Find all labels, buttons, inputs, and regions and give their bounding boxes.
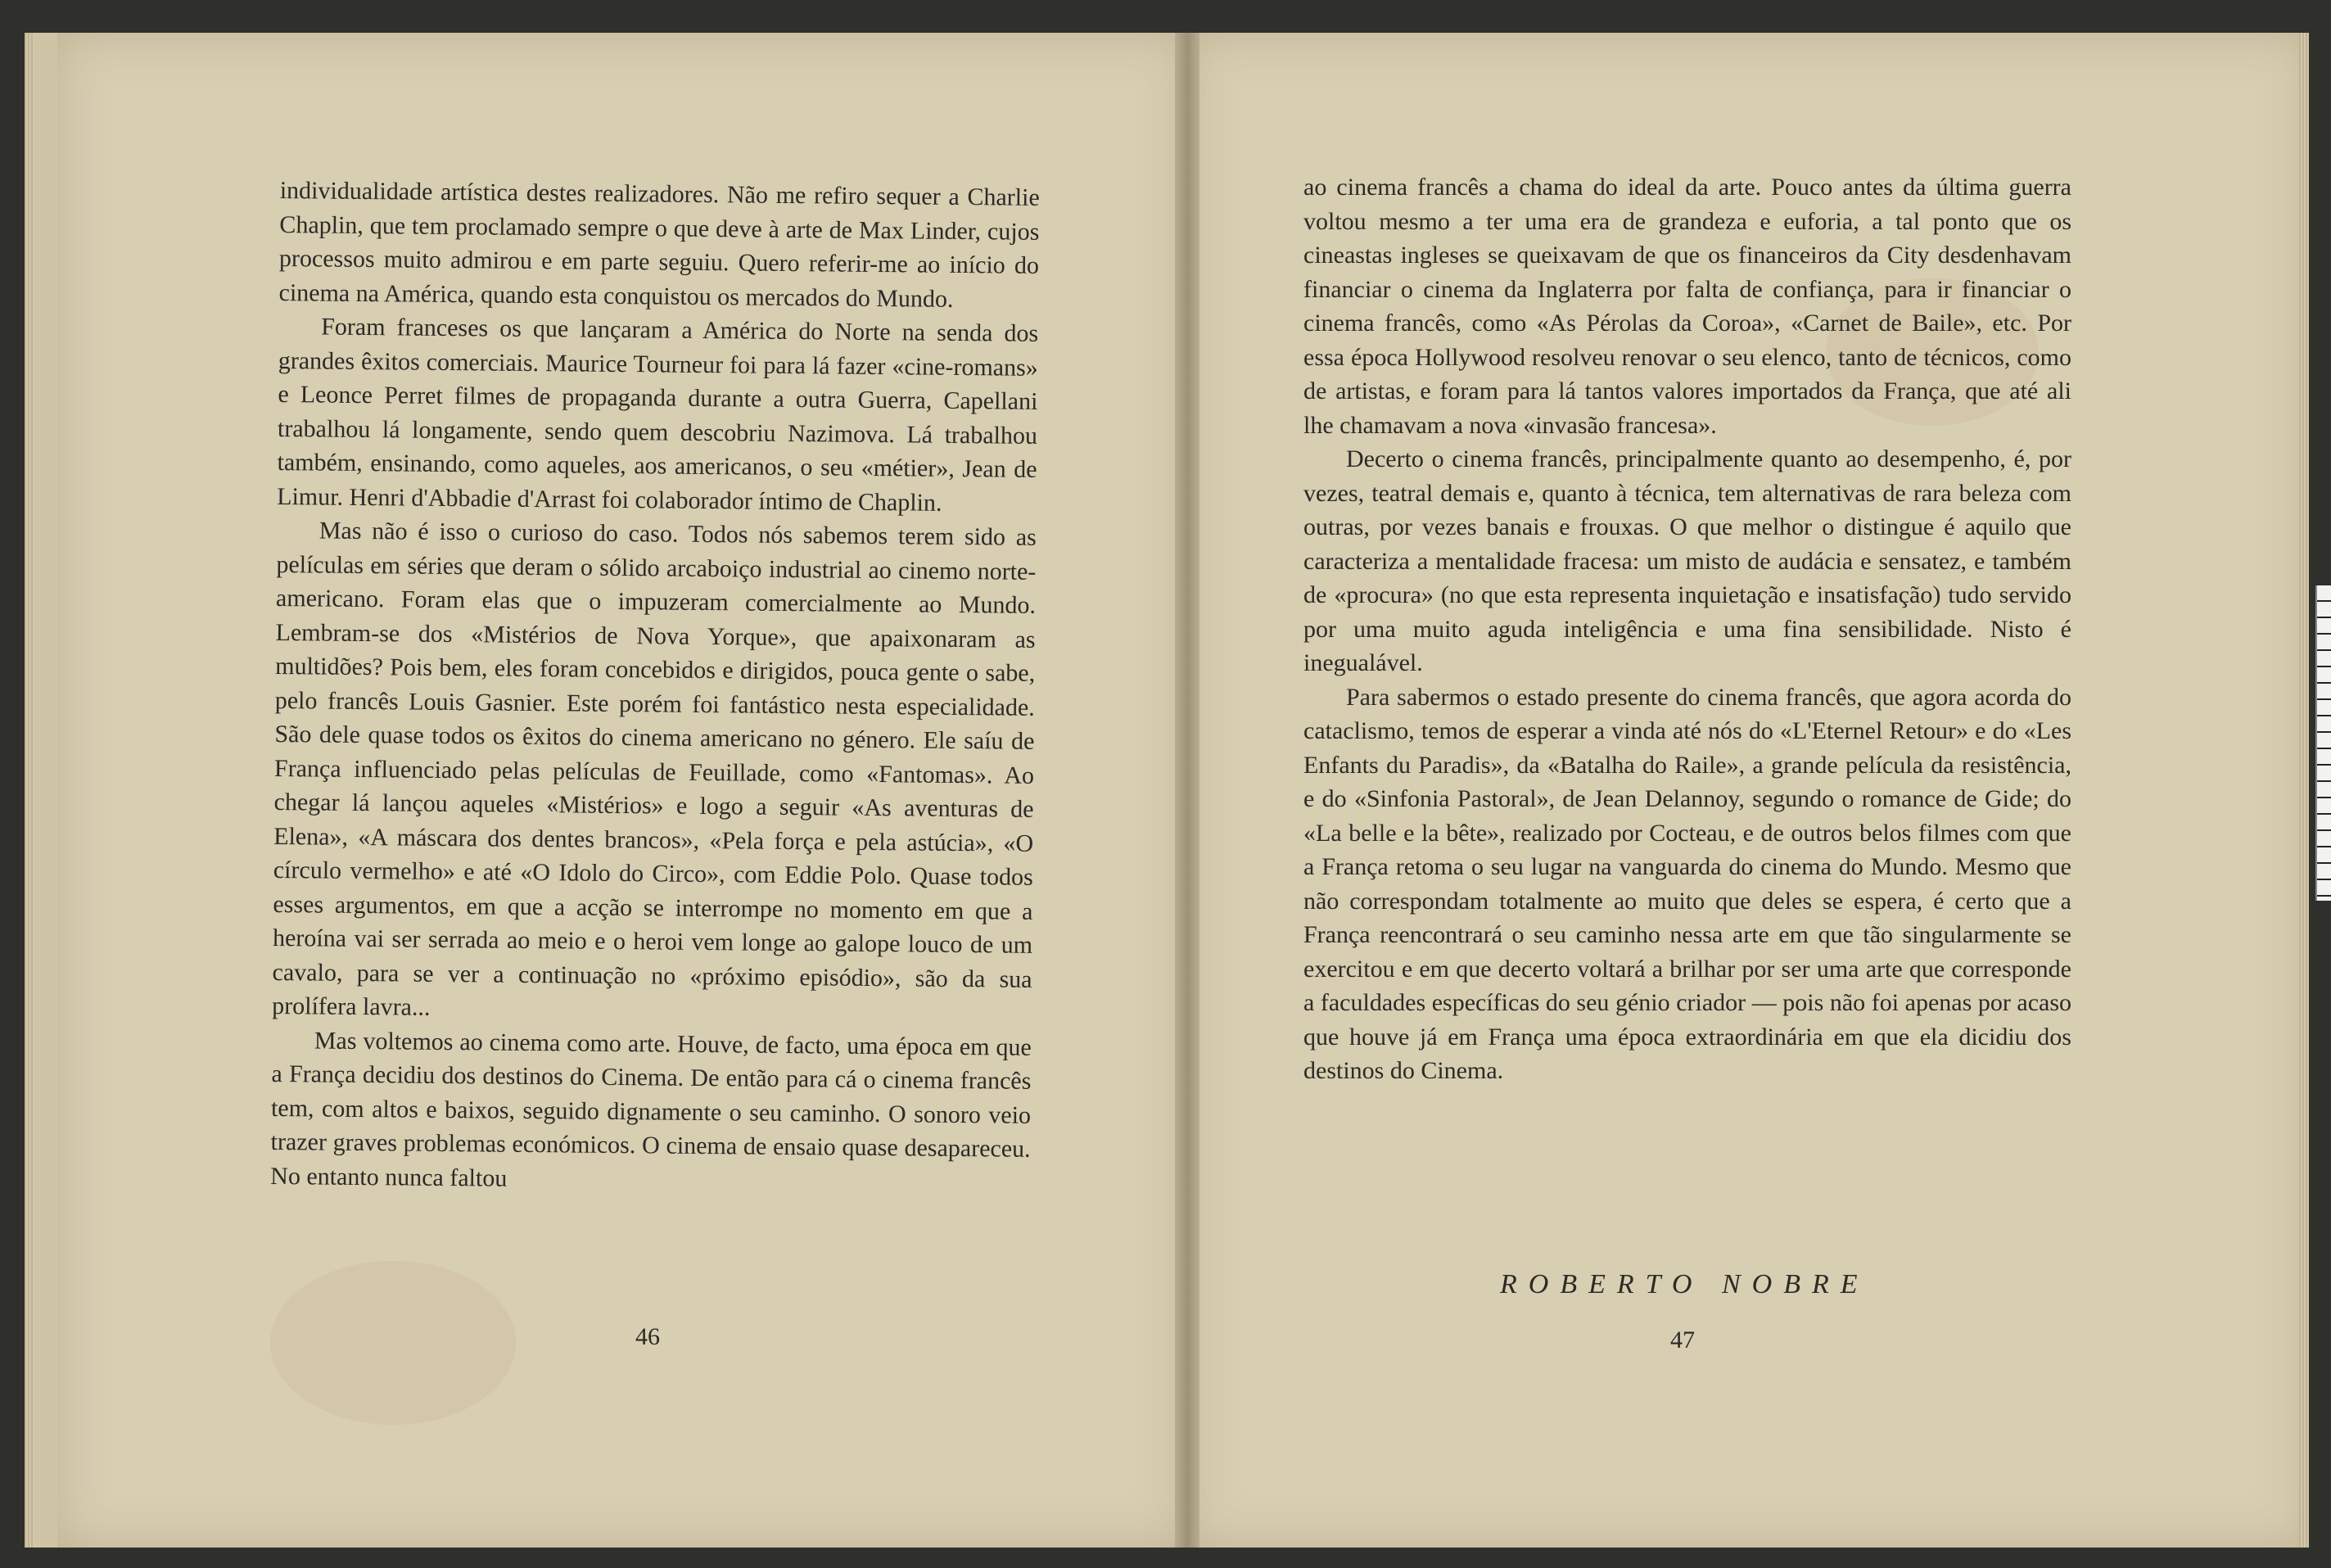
author-signature: ROBERTO NOBRE [1500,1269,1869,1299]
right-paragraph-1: ao cinema francês a chama do ideal da arte. Pouco antes da última guerra voltou mesmo a ter uma era de grandeza e euforia, a tal ponto que os cineastas ingleses se queixavam de que os financeiros da City desdenhavam financiar o cinema da Inglaterra por falta de confiança, para ir financiar o cinema francês, como «As Pérolas da Coroa», «Carnet de Baile», etc. Por essa época Hollywood resolveu renovar o seu elenco, tanto de técnicos, como de artistas, e foram para lá tantos valores importados da França, que até ali lhe chamavam a nova «invasão francesa». [1303,174,2071,439]
right-paragraph-2: Decerto o cinema francês, principalmente quanto ao desempenho, é, por vezes, teatral demais e, quanto à técnica, tem alternativas de rara beleza com outras, por vezes banais e frouxas. O que melhor o distingue é aquilo que caracteriza a mentalidade fracesa: um misto de audácia e sensatez, e também de «procura» (no que esta representa inquietação e insatisfação) tudo servido por uma muito aguda inteligência e uma fina sensibilidade. Nisto é inegualável. [1303,445,2071,676]
book-gutter [1175,33,1199,1548]
left-page-text [270,174,1040,1200]
left-paragraph-1: individualidade artística destes realizadores. Não me refiro sequer a Charlie Chaplin, que tem proclamado sempre o que deve à arte de Max Linder, cujos processos muito admirou e em parte seguiu. Quero referir-me ao início do cinema na América, quando esta conquistou os mercados do Mundo. [278,176,1040,313]
right-page-number: 47 [1670,1326,1695,1353]
right-page-text [1303,170,2071,1088]
right-paragraph-3: Para sabermos o estado presente do cinema francês, que agora acorda do cataclismo, temos de esperar a vinda até nós do «L'Eternel Retour» e do «Les Enfants du Paradis», da «Batalha do Raile», a grande película da resistência, e do «Sinfonia Pastoral», de Jean Delannoy, segundo o romance de Gide; do «La belle e la bête», realizado por Cocteau, e de outros belos filmes com que a França retoma o seu lugar na vanguarda do cinema do Mundo. Mesmo que não correspondam totalmente ao muito que deles se espera, é certo que a França reencontrará o seu caminho nessa arte em que tão singularmente se exercitou e em que decerto voltará a brilhar por ser uma arte que corresponde a faculdades específicas do seu génio criador — pois não foi apenas por acaso que houve já em França uma época extraordinária em que ela dicidiu dos destinos do Cinema. [1303,683,2071,1084]
left-page-edge [25,33,34,1548]
left-paragraph-2: Foram franceses os que lançaram a América do Norte na senda dos grandes êxitos comerciais. Maurice Tourneur foi para lá fazer «cine-romans» e Leonce Perret filmes de propaganda durante a outra Guerra, Capellani trabalhou lá longamente, sendo quem descobriu Nazimova. Lá trabalhou também, ensinando, como aqueles, aos americanos, o seu «métier», Jean de Limur. Henri d'Abbadie d'Arrast foi colaborador íntimo de Chaplin. [277,313,1039,517]
left-paragraph-4: Mas voltemos ao cinema como arte. Houve, de facto, uma época em que a França decidiu dos destinos do Cinema. De então para cá o cinema francês tem, com altos e baixos, seguido dignamente o seu caminho. O sonoro veio trazer graves problemas económicos. O cinema de ensaio quase desapareceu. No entanto nunca faltou [270,1026,1032,1192]
scale-ruler [2315,585,2331,901]
paper-stain [270,1261,516,1425]
left-paragraph-3: Mas não é isso o curioso do caso. Todos nós sabemos terem sido as películas em séries que deram o sólido arcaboiço industrial ao cinemo norte-americano. Foram elas que o impuzeram comercialmente ao Mundo. Lembram-se dos «Mistérios de Nova Yorque», que apaixonaram as multidões? Pois bem, eles foram concebidos e dirigidos, pouca gente o sabe, pelo francês Louis Gasnier. Este porém foi fantástico nesta especialidade. São dele quase todos os êxitos do cinema americano no género. Ele saíu de França influenciado pelas películas de Feuillade, como «Fantomas». Ao chegar lá lançou aqueles «Mistérios» e logo a seguir «As aventuras de Elena», «A máscara dos dentes brancos», «Pela força e pela astúcia», «O círculo vermelho» e até «O Idolo do Circo», com Eddie Polo. Quase todos esses argumentos, em que a acção se interrompe no momento em que a heroína vai ser serrada ao meio e o heroi vem longe ao galope louco de um cavalo, para se ver a continuação no «próximo episódio», são da sua prolífera lavra... [272,517,1037,1021]
left-page-number: 46 [635,1323,660,1350]
right-page-edge [2299,33,2309,1548]
